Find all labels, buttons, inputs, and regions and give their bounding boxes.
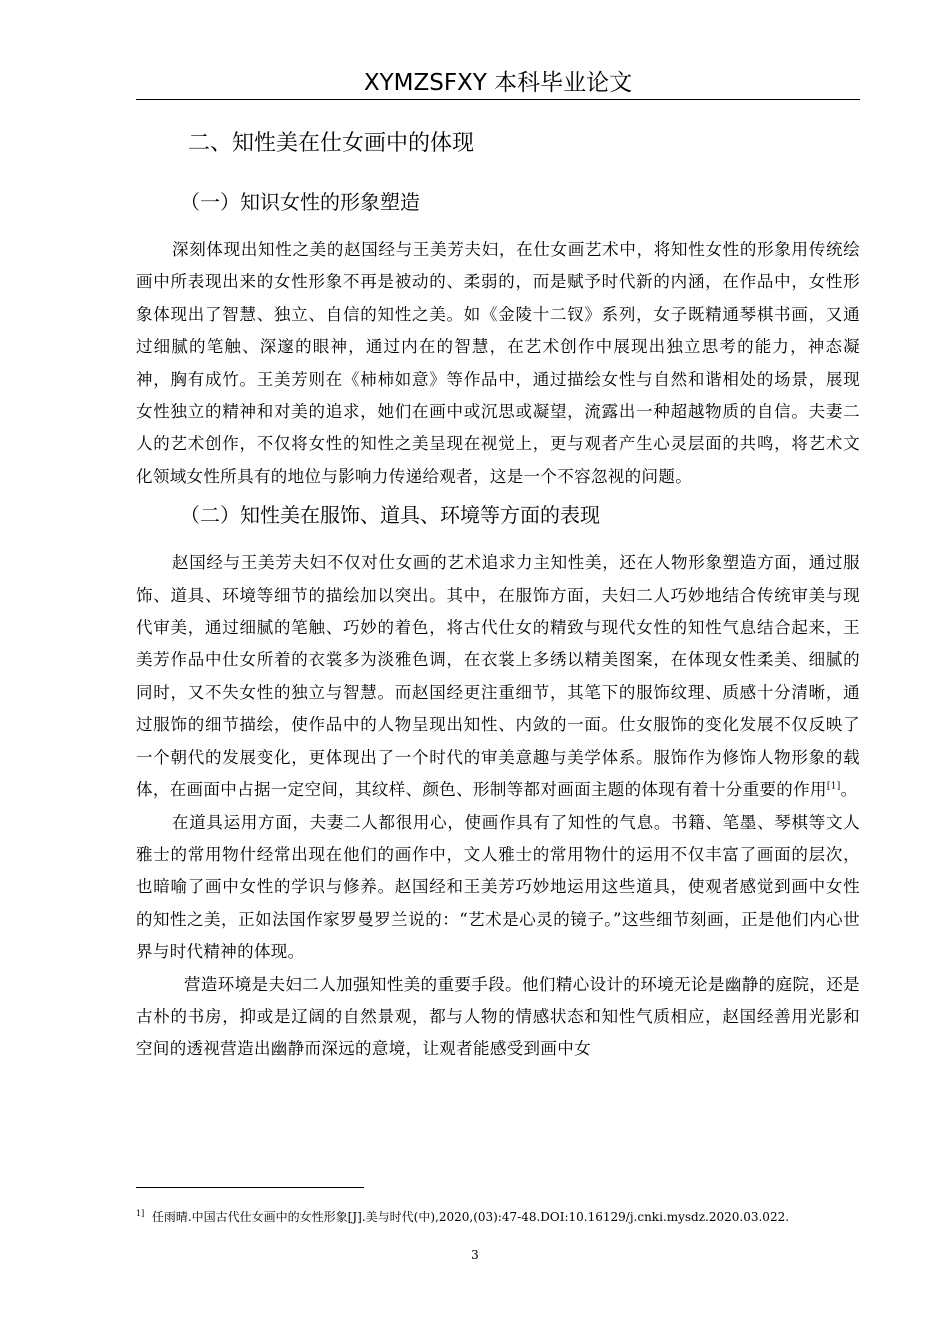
page-number: 3 xyxy=(471,1248,479,1262)
page-body xyxy=(136,120,860,1066)
subsection-heading-1: （一）知识女性的形象塑造 xyxy=(180,190,420,214)
paragraph: 营造环境是夫妇二人加强知性美的重要手段。他们精心设计的环境无论是幽静的庭院，还是古朴的书房，抑或是辽阔的自然景观，都与人物的情感状态和知性气质相应，赵国经善用光影和空间的透视营造出幽静而深远的意境，让观者能感受到画中女 xyxy=(136,974,860,1059)
footnote-divider xyxy=(136,1187,364,1188)
paragraph: 深刻体现出知性之美的赵国经与王美芳夫妇，在仕女画艺术中，将知性女性的形象用传统绘画中所表现出来的女性形象不再是被动的、柔弱的，而是赋予时代新的内涵，在作品中，女性形象体现出了智慧、独立、自信的知性之美。如《金陵十二钗》系列，女子既精通琴棋书画，又通过细腻的笔触、深邃的眼神，通过内在的智慧，在艺术创作中展现出独立思考的能力，神态凝神，胸有成竹。王美芳则在《柿柿如意》等作品中，通过描绘女性与自然和谐相处的场景，展现女性独立的精神和对美的追求，她们在画中或沉思或凝望，流露出一种超越物质的自信。夫妻二人的艺术创作，不仅将女性的知性之美呈现在视觉上，更与观者产生心灵层面的共鸣，将艺术文化领域女性所具有的地位与影响力传递给观者，这是一个不容忽视的问题。 xyxy=(136,240,860,486)
paragraph-end: 。 xyxy=(840,780,858,800)
page-header-title: XYMZSFXY 本科毕业论文 xyxy=(363,70,633,96)
footnote-marker: 1] xyxy=(136,1209,145,1218)
subsection-heading-2: （二）知性美在服饰、道具、环境等方面的表现 xyxy=(180,503,600,528)
section-heading: 二、知性美在仕女画中的体现 xyxy=(188,131,475,156)
paragraph-text: 赵国经与王美芳夫妇不仅对仕女画的艺术追求力主知性美，还在人物形象塑造方面，通过服饰、道具、环境等细节的描绘加以突出。其中，在服饰方面，夫妇二人巧妙地结合传统审美与现代审美，通过细腻的笔触、巧妙的着色，将古代仕女的精致与现代女性的知性气息结合起来，王美芳作品中仕女所着的衣裳多为淡雅色调，在衣裳上多绣以精美图案，在体现女性柔美、细腻的同时，又不失女性的独立与智慧。而赵国经更注重细节，其笔下的服饰纹理、质感十分清晰，通过服饰的细节描绘，使作品中的人物呈现出知性、内敛的一面。仕女服饰的变化发展不仅反映了一个朝代的发展变化，更体现出了一个时代的审美意趣与美学体系。服饰作为修饰人物形象的载体，在画面中占据一定空间，其纹样、颜色、形制等都对画面主题的体现有着十分重要的作用 xyxy=(136,553,860,800)
footnote-text: 任雨晴.中国古代仕女画中的女性形象[J].美与时代(中),2020,(03):47-48.DOI:10.16129/j.cnki.mysdz.2020.03.022. xyxy=(151,1210,790,1224)
footnote xyxy=(136,1208,860,1226)
paragraph: 在道具运用方面，夫妻二人都很用心，使画作具有了知性的气息。书籍、笔墨、琴棋等文人雅士的常用物什经常出现在他们的画作中，文人雅士的常用物什的运用不仅丰富了画面的层次，也暗喻了画中女性的学识与修养。赵国经和王美芳巧妙地运用这些道具，使观者感觉到画中女性的知性之美，正如法国作家罗曼罗兰说的：“艺术是心灵的镜子。”这些细节刻画，正是他们内心世界与时代精神的体现。 xyxy=(136,812,860,962)
citation-ref: [1] xyxy=(826,781,841,792)
header-divider xyxy=(136,99,860,100)
paragraph xyxy=(136,547,860,806)
